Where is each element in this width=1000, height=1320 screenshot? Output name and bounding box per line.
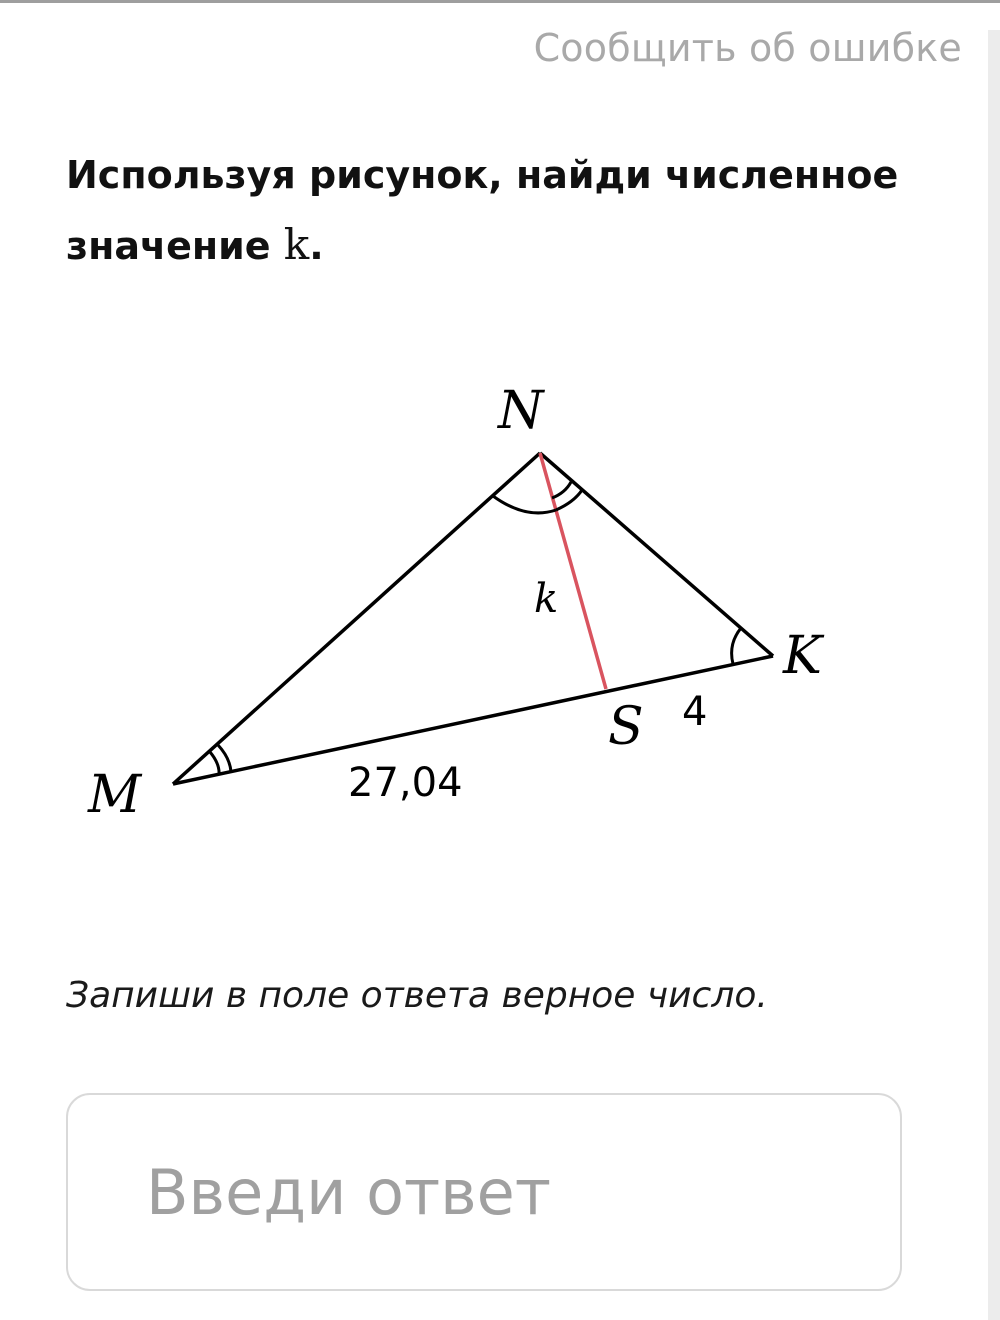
bisector-NS xyxy=(540,453,606,689)
length-MS: 27,04 xyxy=(348,760,463,806)
question-variable: k xyxy=(283,220,310,269)
side-NK xyxy=(540,453,773,656)
answer-input[interactable] xyxy=(66,1093,902,1291)
label-S: S xyxy=(608,697,644,757)
question-suffix: . xyxy=(309,224,324,268)
angle-arc-M-inner xyxy=(210,752,219,775)
label-N: N xyxy=(498,381,544,441)
report-error-link[interactable]: Сообщить об ошибке xyxy=(533,26,962,70)
angle-arc-K xyxy=(732,628,741,664)
label-M: M xyxy=(88,765,142,825)
triangle-figure xyxy=(0,360,1000,840)
instruction-text: Запиши в поле ответа верное число. xyxy=(66,975,768,1016)
angle-arc-N-left xyxy=(493,496,556,513)
angle-arc-N-right-inner xyxy=(552,482,571,498)
side-MN xyxy=(173,453,540,784)
question-prefix: Используя рисунок, найди численное значение xyxy=(66,153,899,268)
question-text xyxy=(66,140,946,281)
length-SK: 4 xyxy=(682,689,708,735)
label-K: K xyxy=(783,626,822,686)
top-divider xyxy=(0,0,1000,3)
label-k: k xyxy=(534,576,559,622)
